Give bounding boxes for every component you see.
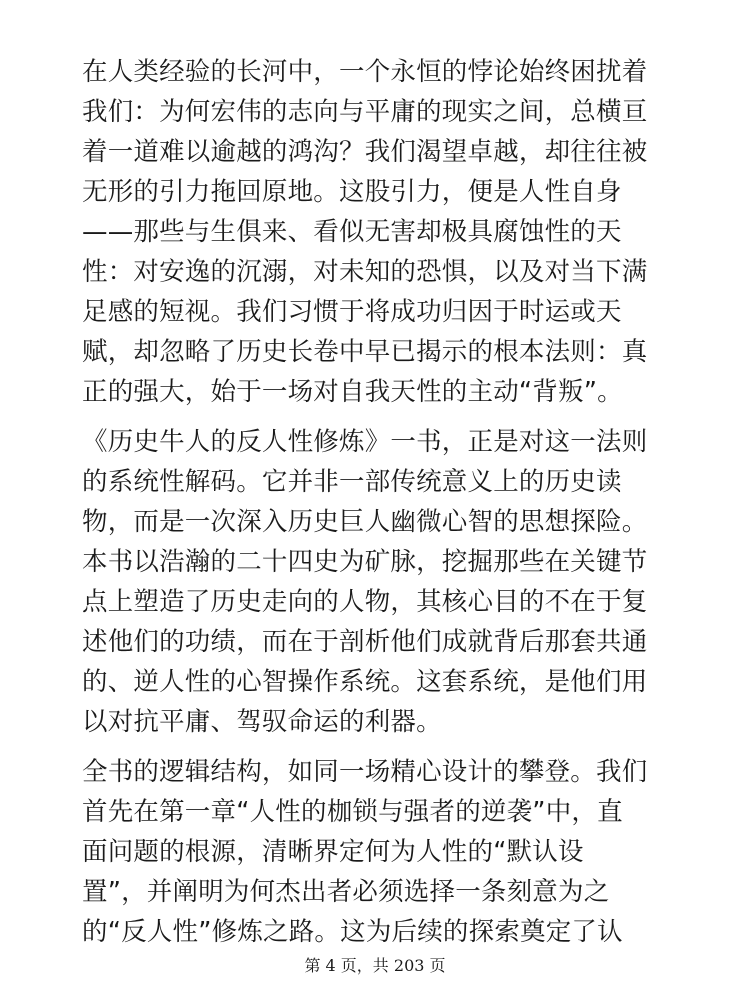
page-number-footer: 第 4 页，共 203 页 <box>304 956 446 975</box>
text-line: 《历史牛人的反人性修炼》一书，正是对这一法则 <box>82 427 648 457</box>
text-line: 全书的逻辑结构，如同一场精心设计的攀登。我们 <box>82 757 648 787</box>
text-line: ——那些与生俱来、看似无害却极具腐蚀性的天 <box>82 217 622 247</box>
text-line: 无形的引力拖回原地。这股引力，便是人性自身 <box>82 177 622 207</box>
text-line: 的系统性解码。它并非一部传统意义上的历史读 <box>82 467 622 497</box>
body-text <box>82 52 682 962</box>
text-line: 面问题的根源，清晰界定何为人性的“默认设 <box>82 837 584 867</box>
text-line: 在人类经验的长河中，一个永恒的悖论始终困扰着 <box>82 57 648 87</box>
text-line: 本书以浩瀚的二十四史为矿脉，挖掘那些在关键节 <box>82 547 648 577</box>
text-line: 性：对安逸的沉溺，对未知的恐惧，以及对当下满 <box>82 257 648 287</box>
text-line: 述他们的功绩，而在于剖析他们成就背后那套共通 <box>82 627 648 657</box>
text-line: 赋，却忽略了历史长卷中早已揭示的根本法则：真 <box>82 337 648 367</box>
text-line: 正的强大，始于一场对自我天性的主动“背叛”。 <box>82 377 623 407</box>
text-line: 的、逆人性的心智操作系统。这套系统，是他们用 <box>82 667 648 697</box>
text-line: 的“反人性”修炼之路。这为后续的探索奠定了认 <box>82 917 623 947</box>
paragraph-2 <box>82 422 682 742</box>
text-line: 我们：为何宏伟的志向与平庸的现实之间，总横亘 <box>82 97 648 127</box>
text-line: 置”，并阐明为何杰出者必须选择一条刻意为之 <box>82 877 610 907</box>
text-line: 足感的短视。我们习惯于将成功归因于时运或天 <box>82 297 622 327</box>
text-line: 着一道难以逾越的鸿沟？我们渴望卓越，却往往被 <box>82 137 648 167</box>
paragraph-1 <box>82 52 682 412</box>
text-line: 首先在第一章“人性的枷锁与强者的逆袭”中，直 <box>82 797 623 827</box>
text-line: 物，而是一次深入历史巨人幽微心智的思想探险。 <box>82 507 648 537</box>
text-line: 点上塑造了历史走向的人物，其核心目的不在于复 <box>82 587 648 617</box>
paragraph-3 <box>82 752 682 952</box>
text-line: 以对抗平庸、驾驭命运的利器。 <box>82 707 442 737</box>
